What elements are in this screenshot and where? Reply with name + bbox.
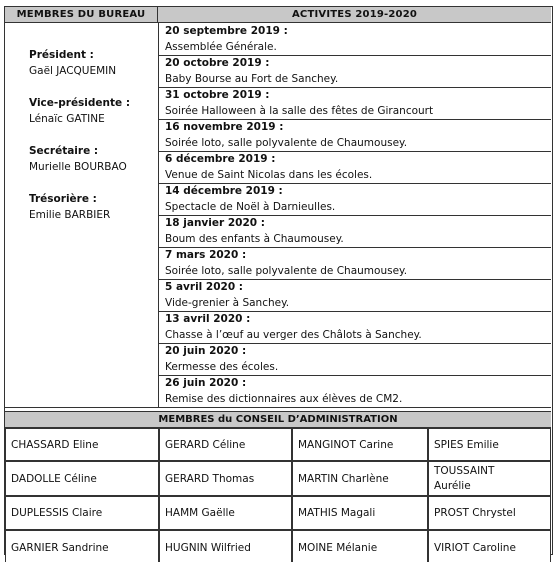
activity-event: Soirée loto, salle polyvalente de Chaumousey. — [165, 265, 408, 277]
conseil-header: MEMBRES du CONSEIL D’ADMINISTRATION — [5, 412, 551, 428]
member-cell: DADOLLE Céline — [5, 461, 159, 496]
member-cell: MANGINOT Carine — [292, 428, 428, 461]
activity-date: 20 juin 2020 : — [165, 345, 247, 357]
activity-event: Remise des dictionnaires aux élèves de CM2. — [165, 393, 403, 405]
member-cell: GERARD Céline — [159, 428, 292, 461]
activity-date: 26 juin 2020 : — [165, 377, 247, 389]
bureau-members — [5, 23, 158, 407]
member-name: Gaël JACQUEMIN — [29, 65, 117, 77]
member-cell: CHASSARD Eline — [5, 428, 159, 461]
member-cell: DUPLESSIS Claire — [5, 496, 159, 530]
activity-date: 13 avril 2020 : — [165, 313, 251, 325]
role-president: Président : — [29, 49, 94, 61]
member-cell: HUGNIN Wilfried — [159, 530, 292, 562]
activity-date: 14 décembre 2019 : — [165, 185, 283, 197]
member-cell: TOUSSAINT Aurélie — [428, 461, 551, 496]
role-secretary: Secrétaire : — [29, 145, 99, 157]
activity-event: Spectacle de Noël à Darnieulles. — [165, 201, 336, 213]
activity-date: 18 janvier 2020 : — [165, 217, 265, 229]
activity-date: 5 avril 2020 : — [165, 281, 244, 293]
document-table — [4, 6, 553, 555]
member-cell: PROST Chrystel — [428, 496, 551, 530]
bureau-header: MEMBRES DU BUREAU — [5, 7, 158, 23]
activity-event: Kermesse des écoles. — [165, 361, 279, 373]
member-cell: MATHIS Magali — [292, 496, 428, 530]
activity-date: 16 novembre 2019 : — [165, 121, 284, 133]
activity-event: Venue de Saint Nicolas dans les écoles. — [165, 169, 373, 181]
activity-event: Chasse à l’œuf au verger des Châlots à Sanchey. — [165, 329, 422, 341]
member-name: Emilie BARBIER — [29, 209, 111, 221]
member-cell: SPIES Emilie — [428, 428, 551, 461]
activities-header: ACTIVITES 2019-2020 — [158, 7, 551, 23]
member-cell: HAMM Gaëlle — [159, 496, 292, 530]
member-cell: VIRIOT Caroline — [428, 530, 551, 562]
activity-date: 31 octobre 2019 : — [165, 89, 270, 101]
activity-event: Boum des enfants à Chaumousey. — [165, 233, 344, 245]
activity-event: Vide-grenier à Sanchey. — [165, 297, 290, 309]
role-treasurer: Trésorière : — [29, 193, 97, 205]
member-cell: MOINE Mélanie — [292, 530, 428, 562]
activity-event: Soirée loto, salle polyvalente de Chaumousey. — [165, 137, 408, 149]
activity-date: 20 octobre 2019 : — [165, 57, 270, 69]
member-cell: GARNIER Sandrine — [5, 530, 159, 562]
activity-date: 7 mars 2020 : — [165, 249, 247, 261]
activity-event: Baby Bourse au Fort de Sanchey. — [165, 73, 339, 85]
activity-event: Assemblée Générale. — [165, 41, 277, 53]
member-name: Lénaïc GATINE — [29, 113, 105, 125]
member-name: Murielle BOURBAO — [29, 161, 127, 173]
activity-event: Soirée Halloween à la salle des fêtes de Girancourt — [165, 105, 434, 117]
member-cell: GERARD Thomas — [159, 461, 292, 496]
activity-date: 20 septembre 2019 : — [165, 25, 288, 37]
activities-list — [159, 23, 551, 407]
role-vice-president: Vice-présidente : — [29, 97, 131, 109]
activity-date: 6 décembre 2019 : — [165, 153, 276, 165]
member-cell: MARTIN Charlène — [292, 461, 428, 496]
